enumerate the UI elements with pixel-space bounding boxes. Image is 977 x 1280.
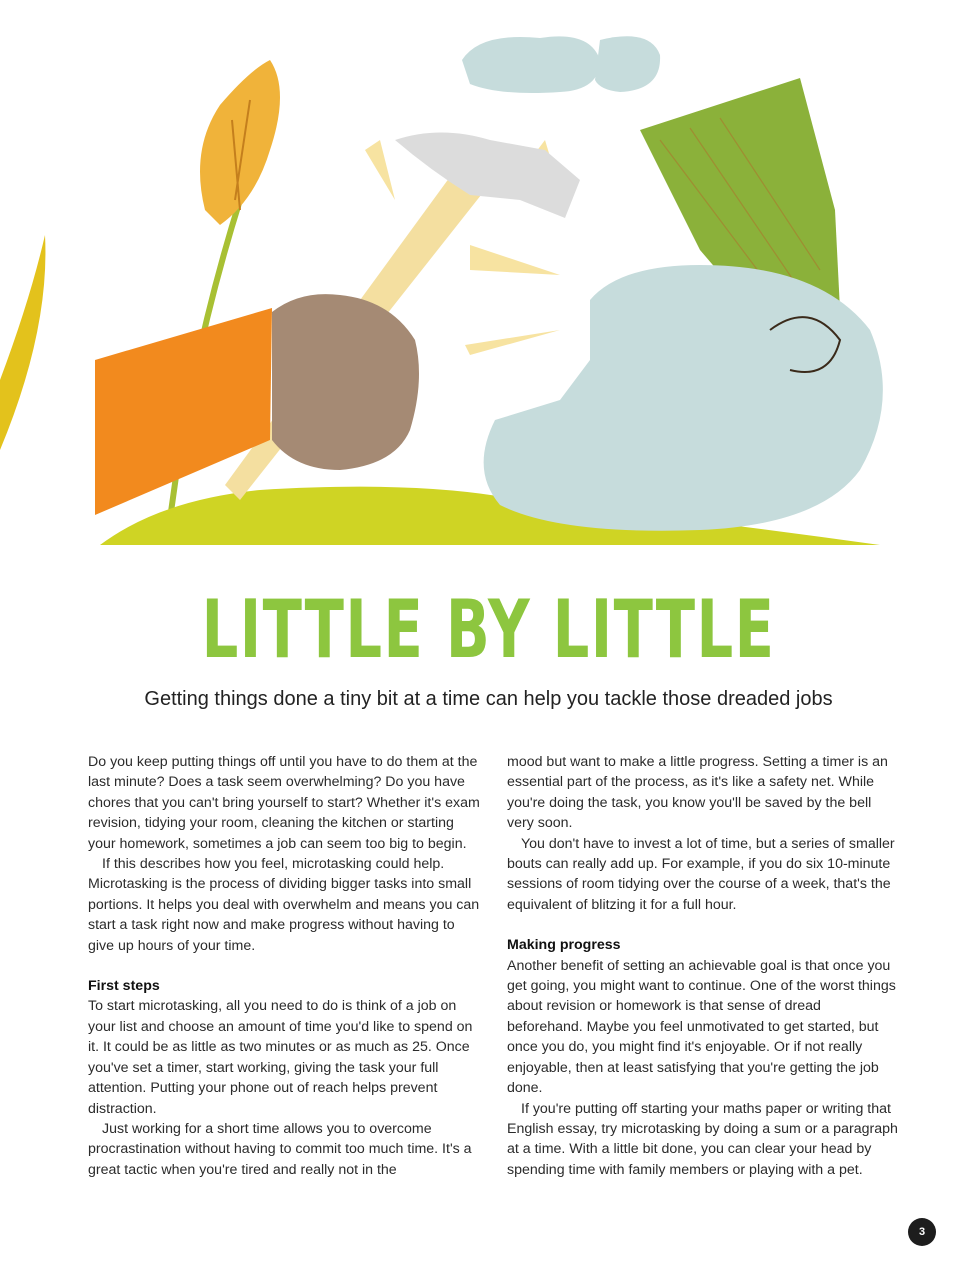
fist-shape xyxy=(272,294,419,470)
right-column xyxy=(507,752,899,1180)
section-heading: First steps xyxy=(88,978,160,995)
header-illustration xyxy=(0,0,977,560)
article-title: LITTLE BY LITTLE xyxy=(201,583,776,676)
hammer-head-shape xyxy=(395,133,580,219)
rock-shape xyxy=(484,265,883,531)
left-column xyxy=(88,752,480,1180)
paragraph: Just working for a short time allows you to overcome procrastination without having to commit too much time. It's a great tactic when you're tired and really not in the xyxy=(88,1120,472,1178)
paragraph: Another benefit of setting an achievable goal is that once you get going, you might want to continue. One of the worst things about revision or homework is that sense of dread beforehand. Maybe you feel unmotivated to get started, but once you do, you might find it's enjoyable. Or if not really enjoyable, then at least satisfying that you're getting the job done. xyxy=(507,957,896,1097)
paragraph: You don't have to invest a lot of time, but a series of smaller bouts can really add up. For example, if you do six 10-minute sessions of room tidying over the course of a week, that's the equivalent of blitzing it for a full hour. xyxy=(507,835,895,913)
cloud-rock-shape xyxy=(462,36,600,93)
paragraph: If you're putting off starting your maths paper or writing that English essay, try microtasking by doing a sum or a paragraph at a time. With a little bit done, you can clear your head by spending time with family members or playing with a pet. xyxy=(507,1100,898,1178)
paragraph: To start microtasking, all you need to do is think of a job on your list and choose an amount of time you'd like to spend on it. It could be as little as two minutes or as much as 25. Once you've set a timer, start working, giving the task your full attention. Putting your phone out of reach helps prevent distraction. xyxy=(88,998,473,1117)
paragraph: Do you keep putting things off until you have to do them at the last minute? Does a task seem overwhelming? Do you have chores that you can't bring yourself to start? Whether it's exam revision, tidying your room, cleaning the kitchen or starting your homework, sometimes a job can seem too big to begin. xyxy=(88,754,480,852)
paragraph: mood but want to make a little progress. Setting a timer is an essential part of the process, as it's like a safety net. While you're doing the task, you know you'll be saved by the bell very soon. xyxy=(507,754,888,832)
page-number-badge: 3 xyxy=(908,1218,936,1246)
paragraph: If this describes how you feel, microtasking could help. Microtasking is the process of dividing bigger tasks into small portions. It helps you deal with overwhelm and means you can start a task right now and make progress without having to give up hours of your time. xyxy=(88,856,480,954)
section-heading: Making progress xyxy=(507,937,621,954)
article-subtitle: Getting things done a tiny bit at a time can help you tackle those dreaded jobs xyxy=(144,688,833,710)
